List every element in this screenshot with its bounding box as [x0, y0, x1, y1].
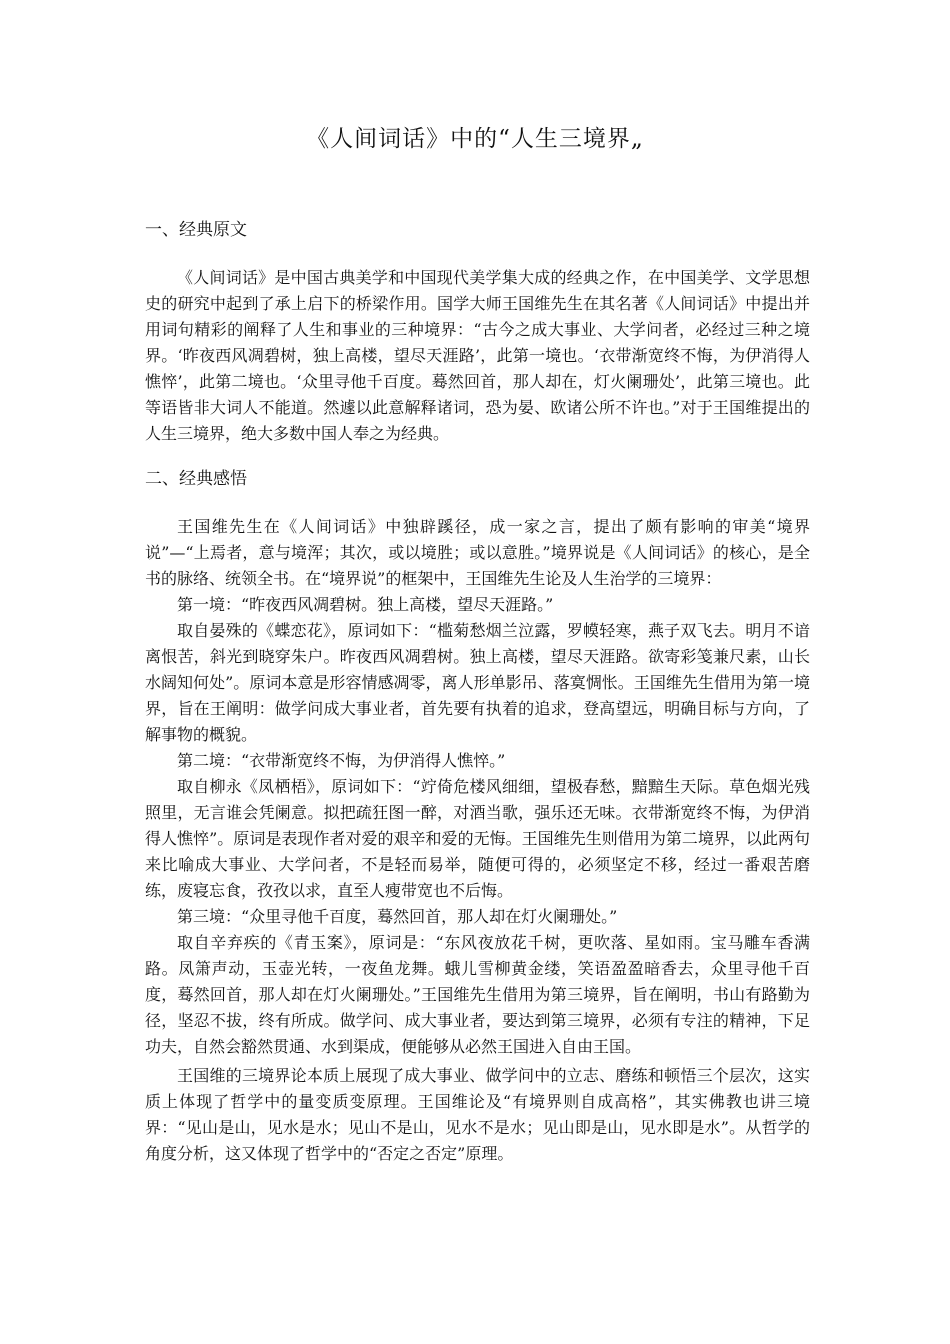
paragraph-second-realm: 第二境：“衣带渐宽终不悔，为伊消得人憔悴。”: [177, 751, 506, 770]
paragraph: 《人间词话》是中国古典美学和中国现代美学集大成的经典之作，在中国美学、文学思想史的研究中起到了承上启下的桥梁作用。国学大师王国维先生在其名著《人间词话》中提出并用词句精彩的阐释了人生和事业的三种境界：“古今之成大事业、大学问者，必经过三种之境界。‘昨夜西风凋碧树，独上高楼，望尽天涯路’，此第一境也。‘衣带渐宽终不悔，为伊消得人憔悴’，此第二境也。‘众里寻他千百度。蓦然回首，那人却在，灯火阑珊处’，此第三境也。此等语皆非大词人不能道。然遽以此意解释诸词，恐为晏、欧诸公所不许也。”对于王国维提出的人生三境界，绝大多数中国人奉之为经典。: [145, 268, 810, 443]
document-title: 《人间词话》中的“人生三境界„: [306, 126, 644, 152]
section-original-text-body: [145, 265, 810, 447]
paragraph-third-realm: 第三境：“众里寻他千百度，蓦然回首，那人却在灯火阑珊处。”: [177, 907, 618, 926]
section-closing-body: [145, 1063, 810, 1167]
paragraph: 取自柳永《凤栖梧》，原词如下：“竚倚危楼风细细，望极春愁，黯黯生天际。草色烟光残照里，无言谁会凭阑意。拟把疏狂图一醉，对酒当歌，强乐还无味。衣带渐宽终不悔，为伊消得人憔悴”。原词是表现作者对爱的艰辛和爱的无悔。王国维先生则借用为第二境界，以此两句来比喻成大事业、大学问者，不是轻而易举，随便可得的，必须坚定不移，经过一番艰苦磨练，废寝忘食，孜孜以求，直至人瘦带宽也不后悔。: [145, 777, 810, 900]
section-reflection-body: [145, 514, 810, 1060]
section-heading-reflection: 二、经典感悟: [145, 469, 247, 489]
paragraph: 取自晏殊的《蝶恋花》，原词如下：“槛菊愁烟兰泣露，罗幙轻寒，燕子双飞去。明月不谙离恨苦，斜光到晓穿朱户。昨夜西风凋碧树。独上高楼，望尽天涯路。欲寄彩笺兼尺素，山长水阔知何处”。原词本意是形容情感凋零，离人形单影吊、落寞惆怅。王国维先生借用为第一境界，旨在王阐明：做学问成大事业者，首先要有执着的追求，登高望远，明确目标与方向，了解事物的概貌。: [145, 621, 810, 744]
section-heading-original-text: 一、经典原文: [145, 220, 247, 240]
paragraph: 王国维先生在《人间词话》中独辟蹊径，成一家之言，提出了颇有影响的审美“境界说”—“上焉者，意与境浑；其次，或以境胜；或以意胜。”境界说是《人间词话》的核心，是全书的脉络、统领全书。在“境界说”的框架中，王国维先生论及人生治学的三境界：: [145, 517, 810, 588]
paragraph: 取自辛弃疾的《青玉案》，原词是：“东风夜放花千树，更吹落、星如雨。宝马雕车香满路。凤箫声动，玉壶光转，一夜鱼龙舞。蛾儿雪柳黄金缕，笑语盈盈暗香去，众里寻他千百度，蓦然回首，那人却在灯火阑珊处。”王国维先生借用为第三境界，旨在阐明，书山有路勤为径，坚忍不拔，终有所成。做学问、成大事业者，要达到第三境界，必须有专注的精神，下足功夫，自然会豁然贯通、水到渠成，便能够从必然王国进入自由王国。: [145, 933, 810, 1056]
paragraph-first-realm: 第一境：“昨夜西风凋碧树。独上高楼，望尽天涯路。”: [177, 595, 554, 614]
paragraph-closing: 王国维的三境界论本质上展现了成大事业、做学问中的立志、磨练和顿悟三个层次，这实质上体现了哲学中的量变质变原理。王国维论及“有境界则自成高格”，其实佛教也讲三境界：“见山是山，见水是水；见山不是山，见水不是水；见山即是山，见水即是水”。从哲学的角度分析，这又体现了哲学中的“否定之否定”原理。: [145, 1066, 810, 1163]
